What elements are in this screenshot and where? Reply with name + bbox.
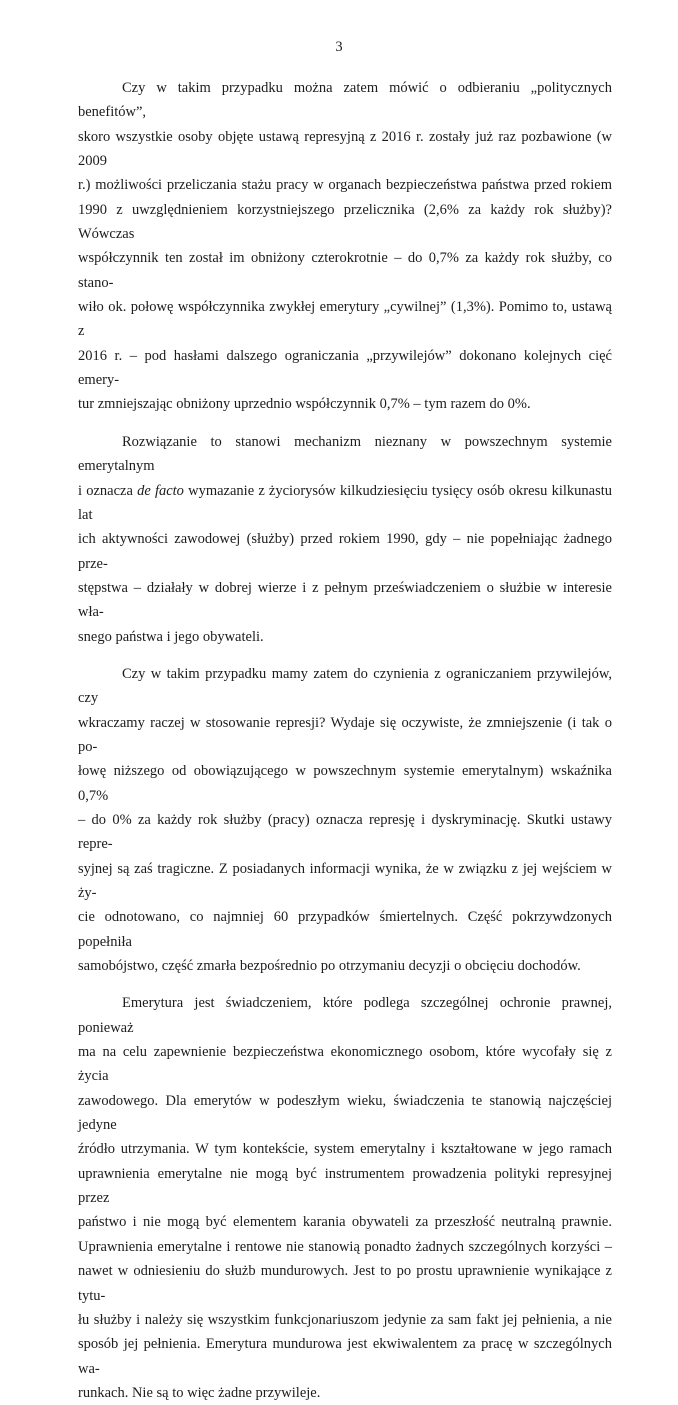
text-line: łu służby i należy się wszystkim funkcjonariuszom jedynie za sam fakt jej pełnienia, a nie <box>78 1311 612 1328</box>
text-line: skoro wszystkie osoby objęte ustawą represyjną z 2016 r. zostały już raz pozbawione (w 2009 <box>78 128 612 170</box>
text-line: snego państwa i jego obywateli. <box>78 628 264 645</box>
text-line: wiło ok. połowę współczynnika zwykłej emerytury „cywilnej” (1,3%). Pomimo to, ustawą z <box>78 299 612 340</box>
text-line: Rozwiązanie to stanowi mechanizm nieznany w powszechnym systemie emerytalnym <box>78 433 612 475</box>
text-line: Emerytura jest świadczeniem, które podlega szczególnej ochronie prawnej, ponieważ <box>78 995 612 1036</box>
text-line: Uprawnienia emerytalne i rentowe nie stanowią ponadto żadnych szczególnych korzyści – <box>78 1238 612 1255</box>
paragraph <box>78 430 612 649</box>
text-line: państwo i nie mogą być elementem karania obywateli za przeszłość neutralną prawnie. <box>78 1214 612 1231</box>
text-line: ma na celu zapewnienie bezpieczeństwa ekonomicznego osobom, które wycofały się z życia <box>78 1044 612 1085</box>
text-line: 1990 z uwzględnieniem korzystniejszego przelicznika (2,6% za każdy rok służby)? Wówczas <box>78 201 612 243</box>
paragraph <box>78 991 612 1405</box>
document-body <box>78 76 612 1405</box>
text-line: wkraczamy raczej w stosowanie represji? Wydaje się oczywiste, że zmniejszenie (i tak o po- <box>78 714 612 755</box>
text-line: runkach. Nie są to więc żadne przywileje. <box>78 1384 321 1401</box>
text-line: zawodowego. Dla emerytów w podeszłym wieku, świadczenia te stanowią najczęściej jedyne <box>78 1092 612 1134</box>
text-line: łowę niższego od obowiązującego w powszechnym systemie emerytalnym) wskaźnika 0,7% <box>78 763 612 804</box>
text-line: uprawnienia emerytalne nie mogą być instrumentem prowadzenia polityki represyjnej przez <box>78 1165 612 1207</box>
text-line: Czy w takim przypadku mamy zatem do czynienia z ograniczaniem przywilejów, czy <box>78 665 612 707</box>
text-line: źródło utrzymania. W tym kontekście, system emerytalny i kształtowane w jego ramach <box>78 1141 612 1158</box>
text-line: nawet w odniesieniu do służb mundurowych. Jest to po prostu uprawnienie wynikające z tytu- <box>78 1263 612 1304</box>
text-line: współczynnik ten został im obniżony czterokrotnie – do 0,7% za każdy rok służby, co stano- <box>78 250 612 291</box>
text-line: cie odnotowano, co najmniej 60 przypadków śmiertelnych. Część pokrzywdzonych popełniła <box>78 909 612 950</box>
paragraph <box>78 662 612 978</box>
text-line: i oznacza de facto wymazanie z życiorysów kilkudziesięciu tysięcy osób okresu kilkunastu lat <box>78 482 612 523</box>
text-line: stępstwa – działały w dobrej wierze i z pełnym przeświadczeniem o służbie w interesie wła- <box>78 579 612 621</box>
text-line: samobójstwo, część zmarła bezpośrednio po otrzymaniu decyzji o obcięciu dochodów. <box>78 958 581 975</box>
text-line: ich aktywności zawodowej (służby) przed rokiem 1990, gdy – nie popełniając żadnego prze- <box>78 531 612 572</box>
text-line: Czy w takim przypadku można zatem mówić o odbieraniu „politycznych benefitów”, <box>78 80 612 121</box>
text-line: tur zmniejszając obniżony uprzednio współczynnik 0,7% – tym razem do 0%. <box>78 396 531 413</box>
page-number: 3 <box>335 39 343 55</box>
text-line: syjnej są zaś tragiczne. Z posiadanych informacji wynika, że w związku z jej wejściem w ży- <box>78 860 612 901</box>
text-line: – do 0% za każdy rok służby (pracy) oznacza represję i dyskryminację. Skutki ustawy repre- <box>78 811 612 853</box>
text-line: sposób jej pełnienia. Emerytura mundurowa jest ekwiwalentem za pracę w szczególnych wa- <box>78 1336 612 1377</box>
paragraph <box>78 76 612 417</box>
text-line: r.) możliwości przeliczania stażu pracy w organach bezpieczeństwa państwa przed rokiem <box>78 177 612 194</box>
text-line: 2016 r. – pod hasłami dalszego ograniczania „przywilejów” dokonano kolejnych cięć emery- <box>78 347 612 389</box>
